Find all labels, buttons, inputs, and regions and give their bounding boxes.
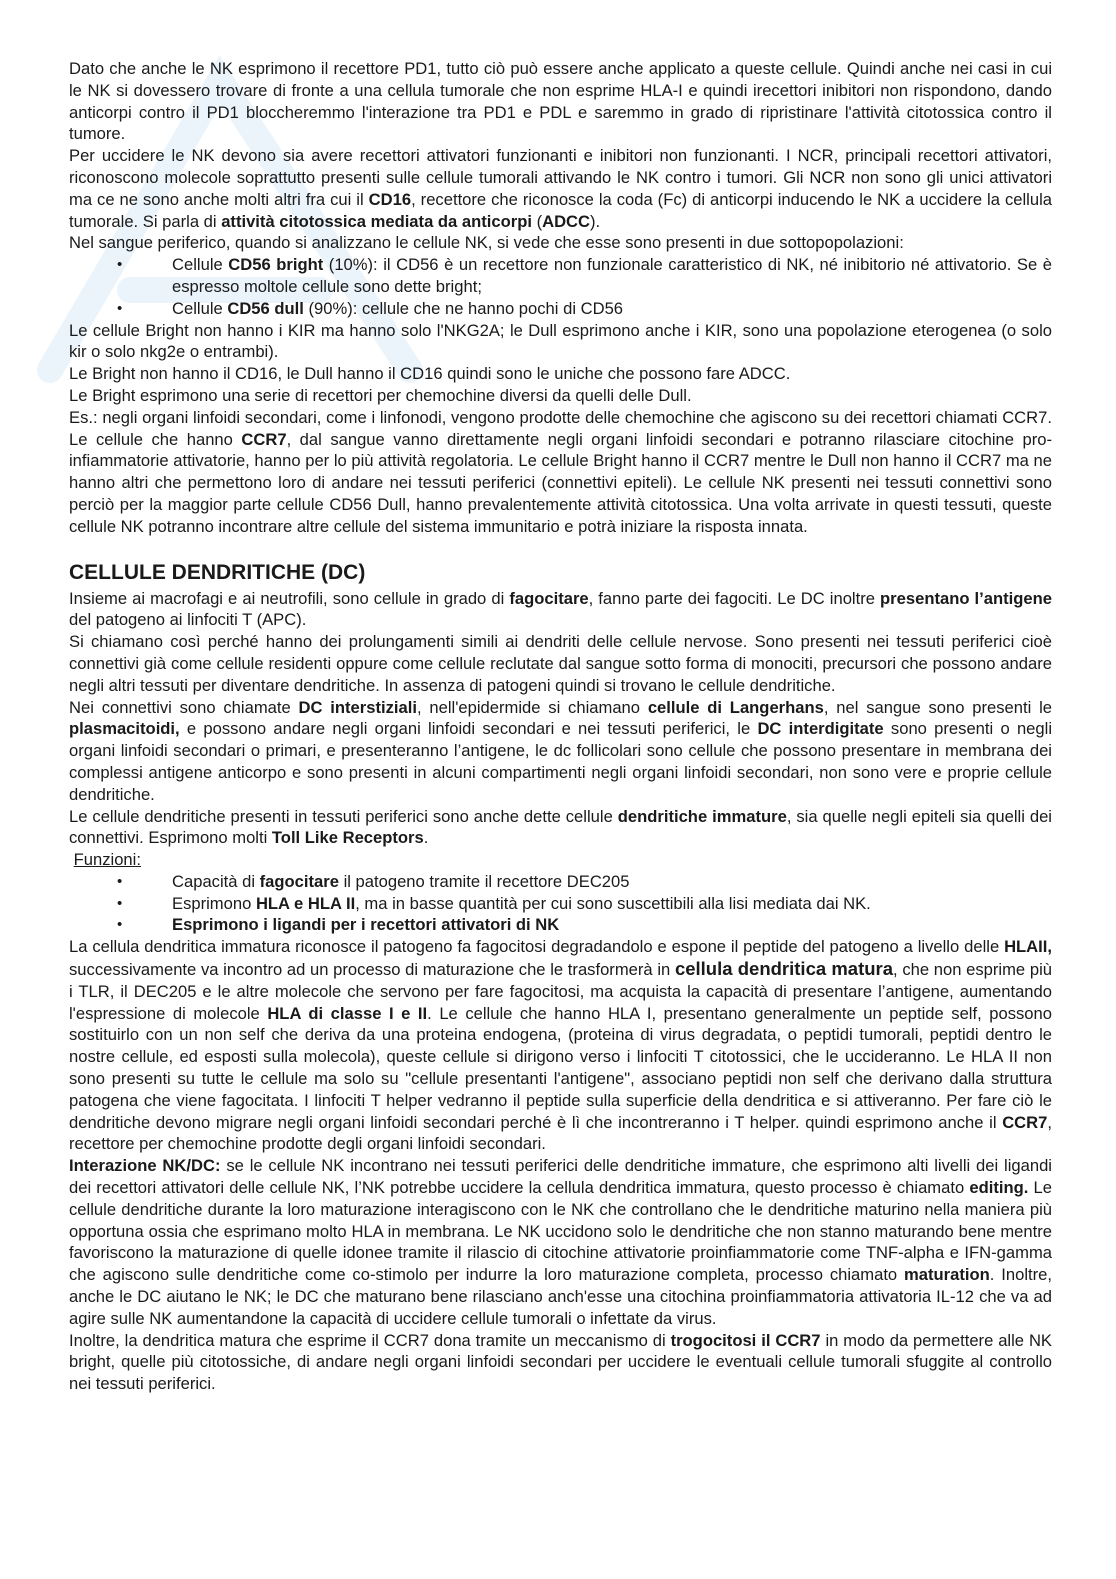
paragraph-cd16: Le Bright non hanno il CD16, le Dull hanno il CD16 quindi sono le uniche che possono fare ADCC. [69,364,791,384]
paragraph-sottopopolazioni: Nel sangue periferico, quando si analizzano le cellule NK, si vede che esse sono presenti in due sottopopolazioni: [69,233,904,253]
list-item: • Cellule CD56 bright (10%): il CD56 è un recettore non funzionale caratteristico di NK, né inibitorio né attivatorio. Se è espresso moltole cellule sono dette bright; [69,254,1052,298]
list-item: • Cellule CD56 dull (90%): cellule che ne hanno pochi di CD56 [69,298,1052,320]
paragraph-chemochine: Le Bright esprimono una serie di recettori per chemochine diversi da quelli delle Dull. [69,385,692,405]
list-item: • Esprimono i ligandi per i recettori attivatori di NK [69,914,1052,936]
paragraph-dc-tipi: Nei connettivi sono chiamate DC interstiziali, nell'epidermide si chiamano cellule di Langerhans, nel sangue sono presenti le plasmacitoidi, e possono andare negli organi linfoidi secondari e nei tessuti periferici, le DC interdigitate sono presenti o negli organi linfoidi secondari o primari, e presenteranno l’antigene, le dc follicolari sono cellule che possono presentare in membrana dei complessi antigene anticorpo e sono presenti in alcuni compartimenti negli organi linfoidi secondari, non sono vere e proprie cellule dendritiche. [69,697,1053,804]
list-item: • Capacità di fagocitare il patogeno tramite il recettore DEC205 [69,871,1052,893]
paragraph-trogocitosi: Inoltre, la dendritica matura che esprime il CCR7 dona tramite un meccanismo di trogocitosi il CCR7 in modo da permettere alle NK bright, quelle più citotossiche, di andare negli organi linfoidi secondari per uccidere le eventuali cellule tumorali sfuggite al controllo nei tessuti periferici. [69,1330,1053,1394]
paragraph-dc-immature: Le cellule dendritiche presenti in tessuti periferici sono anche dette cellule dendritiche immature, sia quelle negli epiteli sia quelli dei connettivi. Esprimono molti Toll Like Receptors. [69,806,1052,848]
document-page [69,58,1052,1395]
paragraph-maturazione: La cellula dendritica immatura riconosce il patogeno fa fagocitosi degradandolo e espone il peptide del patogeno a livello delle HLAII, successivamente va incontro ad un processo di maturazione che le trasformerà in cellula dendritica matura, che non esprime più i TLR, il DEC205 e le altre molecole che servono per fare fagocitosi, ma acquista la capacità di presentare l’antigene, aumentando l'espressione di molecole HLA di classe I e II. Le cellule che hanno HLA I, presentano generalmente un peptide self, possono sostituirlo con un non self che deriva da una proteina endogena, (proteina di virus degradata, o peptidi tumorali, peptidi dentro le nostre cellule, ed esposti sulla molecola), queste cellule si dirigono verso i linfociti T citotossici, che le uccideranno. Le HLA II non sono presenti su tutte le cellule ma solo su "cellule presentanti l'antigene", associano peptidi non self che derivano dalla struttura patogena che viene fagocitata. I linfociti T helper vedranno il peptide sulla superficie della dendritica e si attiveranno. Per fare ciò le dendritiche devono migrare negli organi linfoidi secondari perché è lì che incontreranno i T helper. quindi esprimono anche il CCR7, recettore per chemochine prodotte degli organi linfoidi secondari. [69,937,1052,1154]
list-item: • Esprimono HLA e HLA II, ma in basse quantità per cui sono suscettibili alla lisi mediata dai NK. [69,893,1052,915]
funzioni-list [69,871,1052,936]
paragraph-pd1: Dato che anche le NK esprimono il recettore PD1, tutto ciò può essere anche applicato a queste cellule. Quindi anche nei casi in cui le NK si dovessero trovare di fronte a una cellula tumorale che non esprime HLA-I e quindi irecettori inibitori non rispondono, dando anticorpi contro il PD1 bloccheremmo l'interazione tra PD1 e PDL e saremmo in grado di ripristinare l'attività citotossica contro il tumore. [69,59,1052,144]
subpopulation-list [69,254,1052,319]
paragraph-recettori: Per uccidere le NK devono sia avere recettori attivatori funzionanti e inibitori non funzionanti. I NCR, principali recettori attivatori, riconoscono molecole soprattutto presenti sulle cellule tumorali attivando le NK contro i tumori. Gli NCR non sono gli unici attivatori ma ce ne sono anche molti altri fra cui il CD16, recettore che riconosce la coda (Fc) di anticorpi inducendo le NK a uccidere la cellula tumorale. Si parla di attività citotossica mediata da anticorpi (ADCC). [69,146,1052,231]
paragraph-interazione: Interazione NK/DC: se le cellule NK incontrano nei tessuti periferici delle dendritiche immature, che esprimono alti livelli dei ligandi dei recettori attivatori delle cellule NK, l’NK potrebbe uccidere la cellula dendritica immatura, questo processo è chiamato editing. Le cellule dendritiche durante la loro maturazione interagiscono con le NK che controllano che le dendritiche maturino nella maniera più opportuna ossia che esprimano molto HLA in membrana. Le NK uccidono solo le dendritiche che non stanno maturando bene mentre favoriscono la maturazione di quelle idonee tramite il rilascio di citochine attivatorie proinfiammatorie come TNF-alpha e IFN-gamma che agiscono sulle dendritiche come co-stimolo per indurre la loro maturazione completa, processo chiamato maturation. Inoltre, anche le DC aiutano le NK; le DC che maturano bene rilasciano anch'esse una citochina proinfiammatoria attivatoria IL-12 che va ad agire sulle NK aumentandone la capacità di uccidere cellule tumorali o infettate da virus. [69,1156,1052,1328]
section-title: CELLULE DENDRITICHE (DC) [69,560,366,584]
funzioni-heading: Funzioni: [73,850,141,870]
paragraph-dc-intro: Insieme ai macrofagi e ai neutrofili, sono cellule in grado di fagocitare, fanno parte dei fagociti. Le DC inoltre presentano l’antigene del patogeno ai linfociti T (APC). [69,588,1053,630]
paragraph-ccr7: Es.: negli organi linfoidi secondari, come i linfonodi, vengono prodotte delle chemochine che agiscono su dei recettori chiamati CCR7. Le cellule che hanno CCR7, dal sangue vanno direttamente negli organi linfoidi secondari e potranno rilasciare citochine pro-infiammatorie attivatorie, hanno per lo più attività regolatoria. Le cellule Bright hanno il CCR7 mentre le Dull non hanno il CCR7 ma ne hanno altri che permettono loro di andare nei tessuti periferici (connettivi epiteli). Le cellule NK presenti nei tessuti connettivi sono perciò per la maggior parte cellule CD56 Dull, hanno prevalentemente attività citotossica. Una volta arrivate in questi tessuti, queste cellule NK potranno incontrare altre cellule del sistema immunitario e potrà iniziare la risposta innata. [69,407,1052,536]
paragraph-dc-nome: Si chiamano così perché hanno dei prolungamenti simili ai dendriti delle cellule nervose. Sono presenti nei tessuti periferici cioè connettivi già come cellule residenti oppure come cellule reclutate dal sangue sotto forma di monociti, precursori che possono andare negli altri tessuti per diventare dendritiche. In assenza di patogeni quindi si trovano le cellule dendritiche. [69,632,1052,695]
paragraph-kir: Le cellule Bright non hanno i KIR ma hanno solo l'NKG2A; le Dull esprimono anche i KIR, sono una popolazione eterogenea (o solo kir o solo nkg2e o entrambi). [69,320,1052,362]
